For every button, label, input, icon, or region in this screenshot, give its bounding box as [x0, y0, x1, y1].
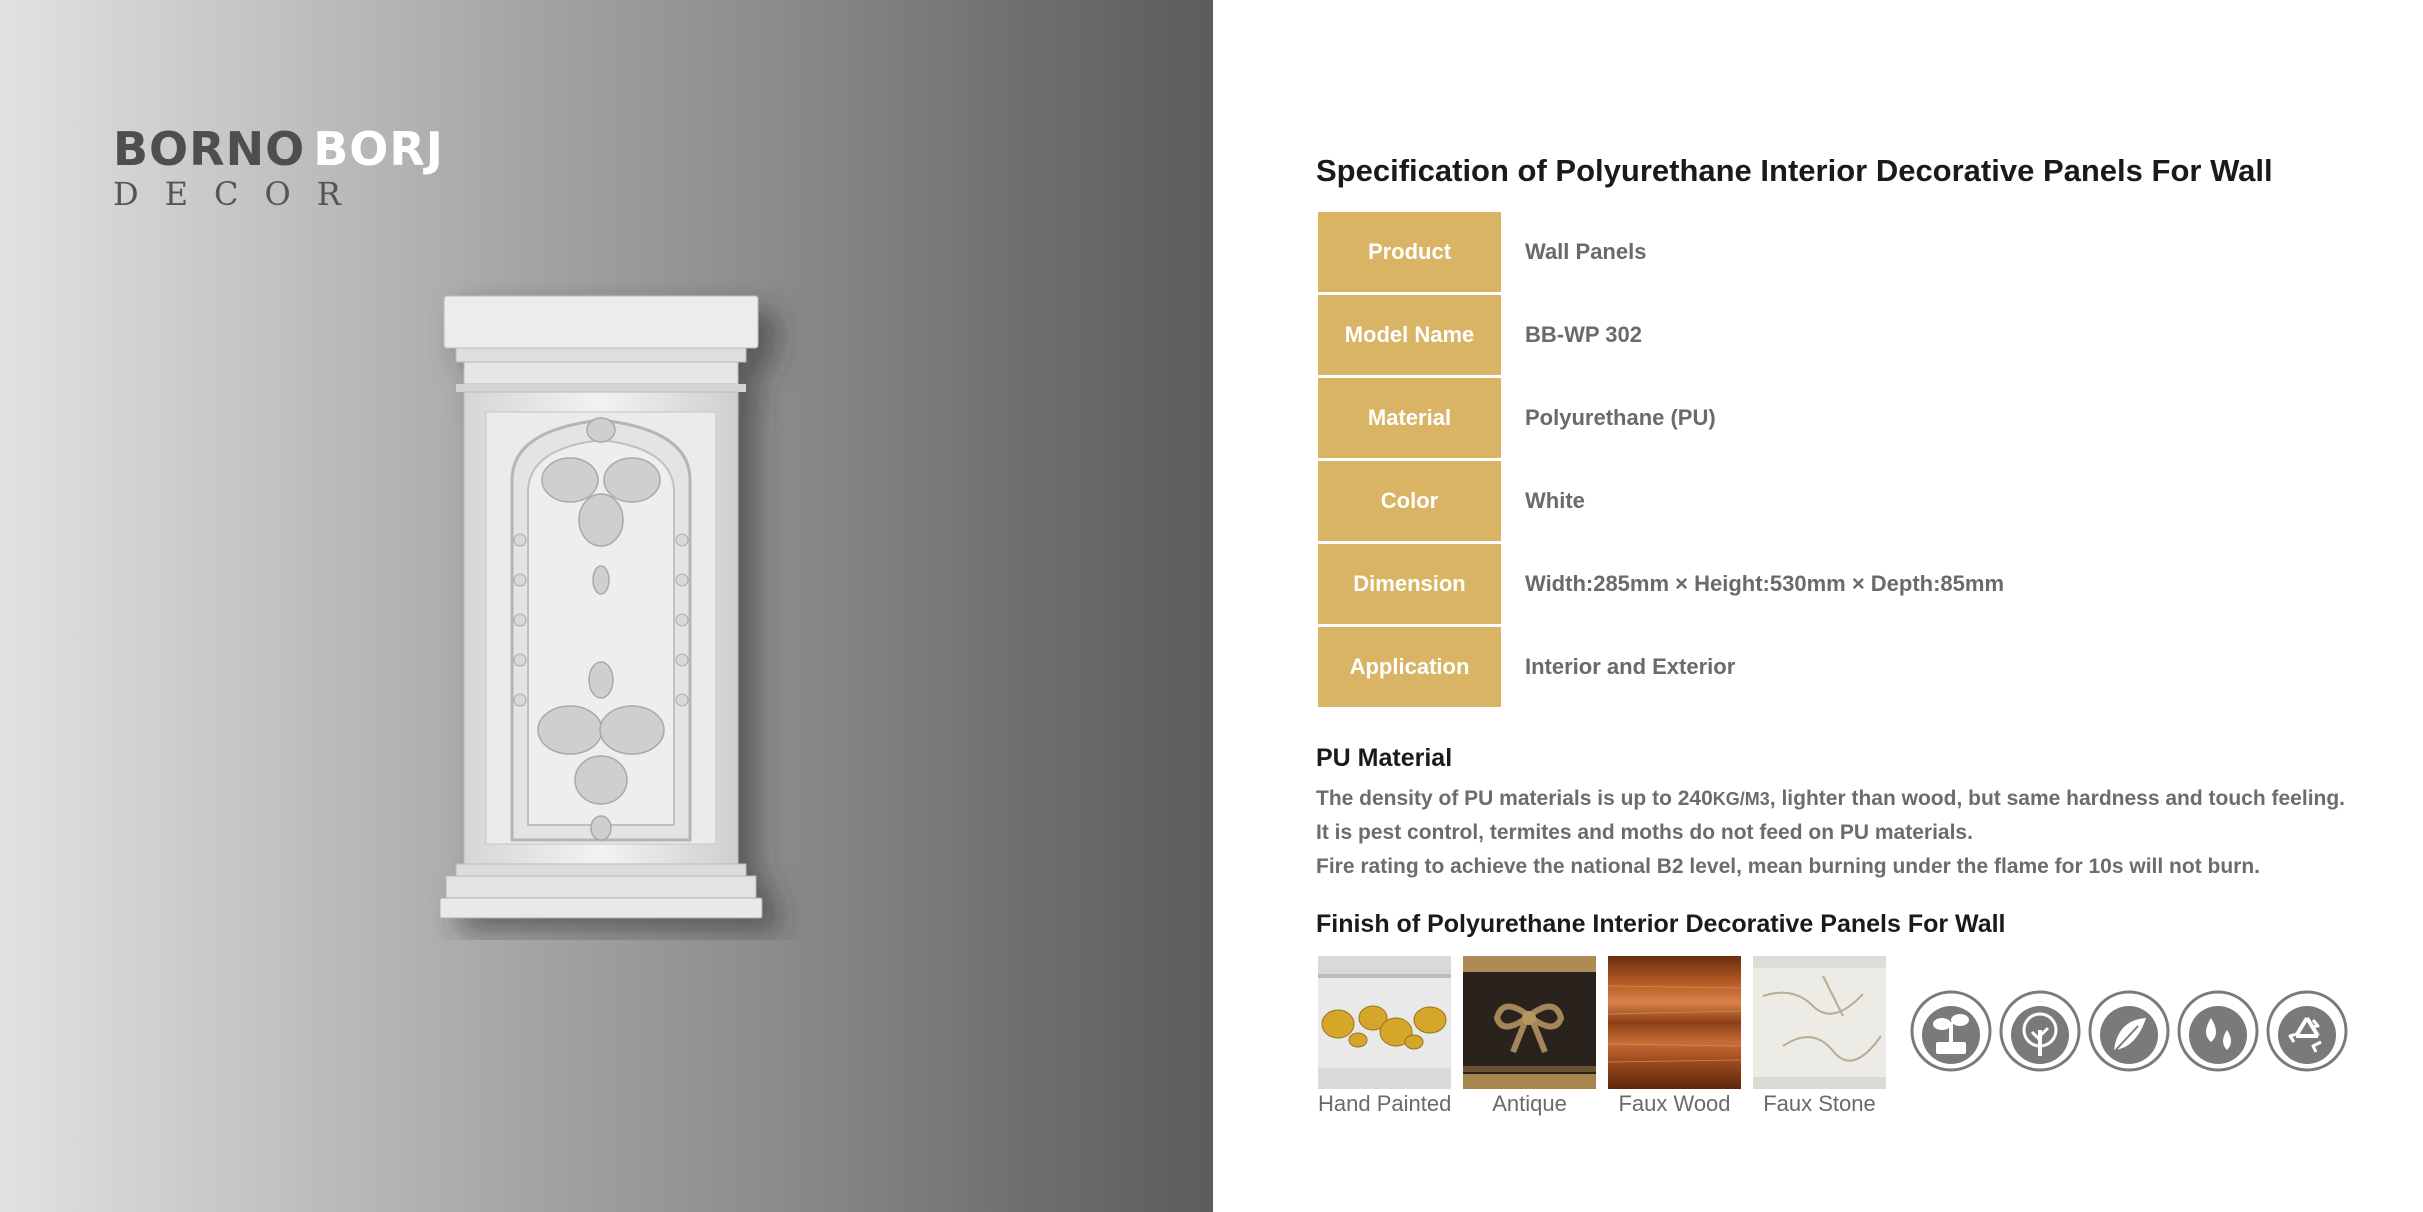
- spec-value: Interior and Exterior: [1501, 626, 2004, 709]
- spec-row: [1317, 377, 2004, 460]
- density-unit: KG/M3: [1712, 789, 1770, 809]
- pu-line-2: It is pest control, termites and moths do not feed on PU materials.: [1316, 821, 1973, 844]
- biodegradable-badge: [2266, 990, 2348, 1072]
- finish-list: [1318, 956, 1886, 1117]
- finish-item-faux-wood: [1608, 956, 1741, 1117]
- spec-value: Polyurethane (PU): [1501, 377, 2004, 460]
- finish-label: Faux Stone: [1763, 1091, 1876, 1116]
- spec-key: Product: [1317, 212, 1501, 294]
- spec-value: BB-WP 302: [1501, 294, 2004, 377]
- spec-key: Color: [1317, 460, 1501, 543]
- finish-item-faux-stone: [1753, 956, 1886, 1117]
- logo-subtitle: DECOR: [113, 175, 367, 213]
- finish-item-antique: [1463, 956, 1596, 1117]
- spec-row: [1317, 460, 2004, 543]
- finish-label: Hand Painted: [1318, 1091, 1452, 1116]
- spec-title: Specification of Polyurethane Interior Decorative Panels For Wall: [1316, 153, 2273, 188]
- pu-material-title: PU Material: [1316, 744, 1453, 772]
- spec-value: White: [1501, 460, 2004, 543]
- pu-line-1: The density of PU materials is up to 240KG/M3, lighter than wood, but same hardness and touch feeling.: [1316, 787, 2346, 810]
- spec-row: [1317, 543, 2004, 626]
- spec-value: Wall Panels: [1501, 212, 2004, 294]
- spec-key: Dimension: [1317, 543, 1501, 626]
- logo-word-borno: BORNO: [113, 122, 306, 176]
- finish-label: Antique: [1492, 1091, 1567, 1116]
- feature-badges: [1910, 990, 2348, 1072]
- hypoallergenic-badge: [2088, 990, 2170, 1072]
- pu-material-description: [1316, 782, 2345, 884]
- wall-panel-product-image: [420, 280, 800, 940]
- spec-key: Model Name: [1317, 294, 1501, 377]
- spec-row: [1317, 212, 2004, 294]
- finish-label: Faux Wood: [1618, 1091, 1731, 1116]
- faux-wood-swatch: [1608, 956, 1741, 1089]
- finish-title: Finish of Polyurethane Interior Decorative Panels For Wall: [1316, 910, 2006, 938]
- spec-key: Application: [1317, 626, 1501, 709]
- logo-word-borj: BORJ: [313, 122, 444, 176]
- formaldehyde-free-badge: [1910, 990, 1992, 1072]
- brand-logo: [113, 122, 444, 213]
- spec-key: Material: [1317, 377, 1501, 460]
- spec-value: Width:285mm × Height:530mm × Depth:85mm: [1501, 543, 2004, 626]
- spec-row: [1317, 294, 2004, 377]
- spec-table: [1316, 212, 2004, 710]
- finish-item-hand-painted: [1318, 956, 1451, 1117]
- spec-row: [1317, 626, 2004, 709]
- hand-painted-swatch: [1318, 956, 1451, 1089]
- moisture-resistant-badge: [2177, 990, 2259, 1072]
- pu-line-3: Fire rating to achieve the national B2 level, mean burning under the flame for 10s will not burn.: [1316, 855, 2261, 878]
- antique-swatch: [1463, 956, 1596, 1089]
- cfc-free-badge: [1999, 990, 2081, 1072]
- faux-stone-swatch: [1753, 956, 1886, 1089]
